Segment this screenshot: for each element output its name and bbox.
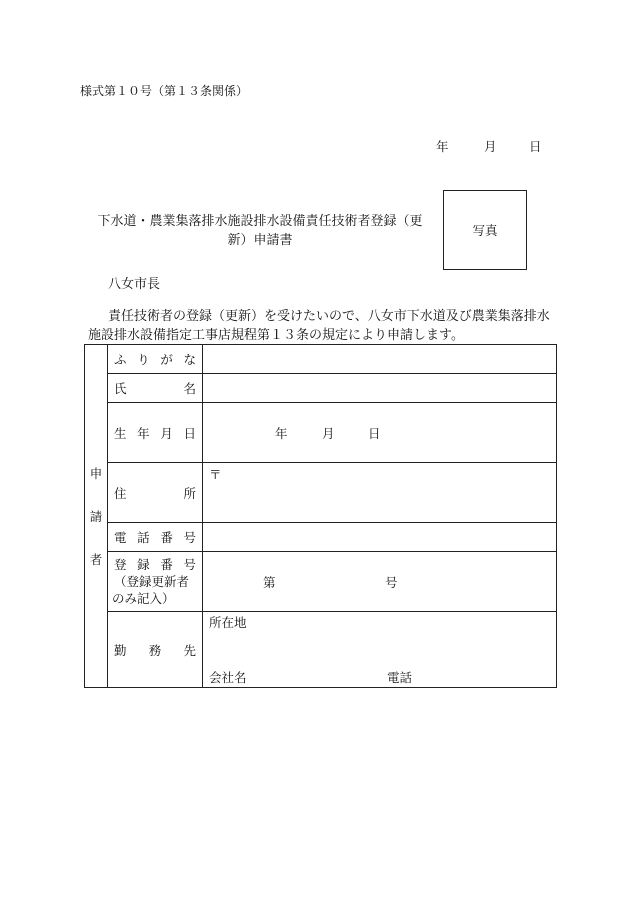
birth-day-label: 日	[367, 425, 381, 441]
name-char: 名	[183, 381, 196, 396]
birthdate-char: 月	[160, 425, 173, 441]
phone-label	[108, 523, 203, 552]
phone-char: 号	[183, 530, 196, 545]
phone-field[interactable]	[203, 523, 557, 552]
title-line-2: 新）申請書	[227, 233, 293, 248]
company-phone-label: 電話	[386, 670, 412, 685]
document-title	[86, 212, 434, 250]
address-char: 住	[114, 485, 127, 501]
applicant-side-label	[85, 345, 108, 688]
title-line-1: 下水道・農業集落排水施設排水設備責任技術者登録（更	[97, 214, 423, 229]
furigana-field[interactable]	[203, 345, 557, 374]
registration-number-label	[108, 552, 203, 612]
form-number: 様式第１０号（第１３条関係）	[80, 84, 249, 98]
date-year-label: 年	[436, 139, 449, 154]
birthdate-label	[108, 403, 203, 463]
photo-label: 写真	[472, 223, 498, 238]
submission-date	[436, 137, 541, 155]
reg-char: 番	[160, 557, 173, 572]
addressee: 八女市長	[108, 277, 161, 292]
applicant-table	[84, 344, 557, 688]
date-day-label: 日	[528, 139, 542, 154]
reg-note-1: （登録更新者	[114, 574, 190, 589]
birthdate-char: 生	[114, 425, 127, 441]
name-field[interactable]	[203, 374, 557, 403]
reg-char: 登	[114, 557, 127, 572]
workplace-char: 先	[183, 642, 196, 658]
name-char: 氏	[114, 381, 127, 396]
birth-year-label: 年	[275, 425, 288, 441]
furigana-char: な	[183, 352, 196, 367]
side-char-1: 申	[89, 465, 103, 481]
birthdate-char: 日	[183, 425, 196, 441]
birthdate-char: 年	[137, 425, 150, 441]
photo-box	[443, 190, 527, 270]
side-char-2: 請	[89, 508, 103, 524]
workplace-label	[108, 612, 203, 688]
reg-note-2: のみ記入）	[112, 591, 175, 606]
furigana-char: ふ	[114, 352, 127, 367]
side-char-3: 者	[89, 551, 103, 567]
workplace-field[interactable]	[203, 612, 557, 688]
furigana-char: が	[160, 352, 173, 367]
phone-char: 番	[160, 530, 173, 545]
registration-number-field[interactable]	[203, 552, 557, 612]
company-row	[209, 668, 509, 686]
phone-char: 電	[114, 530, 127, 545]
company-label: 会社名	[209, 670, 247, 685]
reg-char: 録	[137, 557, 150, 572]
birth-month-label: 月	[321, 425, 335, 441]
workplace-char: 勤	[114, 642, 127, 658]
furigana-label	[108, 345, 203, 374]
application-statement: 責任技術者の登録（更新）を受けたいので、八女市下水道及び農業集落排水施設排水設備指定工事店規程第１３条の規定により申請します。	[88, 309, 550, 343]
reg-prefix: 第	[263, 574, 276, 590]
address-field[interactable]	[203, 463, 557, 523]
postal-mark: 〒	[209, 467, 222, 482]
name-label	[108, 374, 203, 403]
date-month-label: 月	[483, 139, 497, 154]
location-label: 所在地	[209, 615, 247, 630]
furigana-char: り	[137, 352, 150, 367]
phone-char: 話	[137, 530, 150, 545]
address-label	[108, 463, 203, 523]
reg-suffix: 号	[384, 574, 398, 590]
reg-char: 号	[183, 557, 196, 572]
workplace-char: 務	[148, 642, 162, 658]
address-char: 所	[183, 485, 196, 501]
birthdate-field[interactable]	[203, 403, 557, 463]
